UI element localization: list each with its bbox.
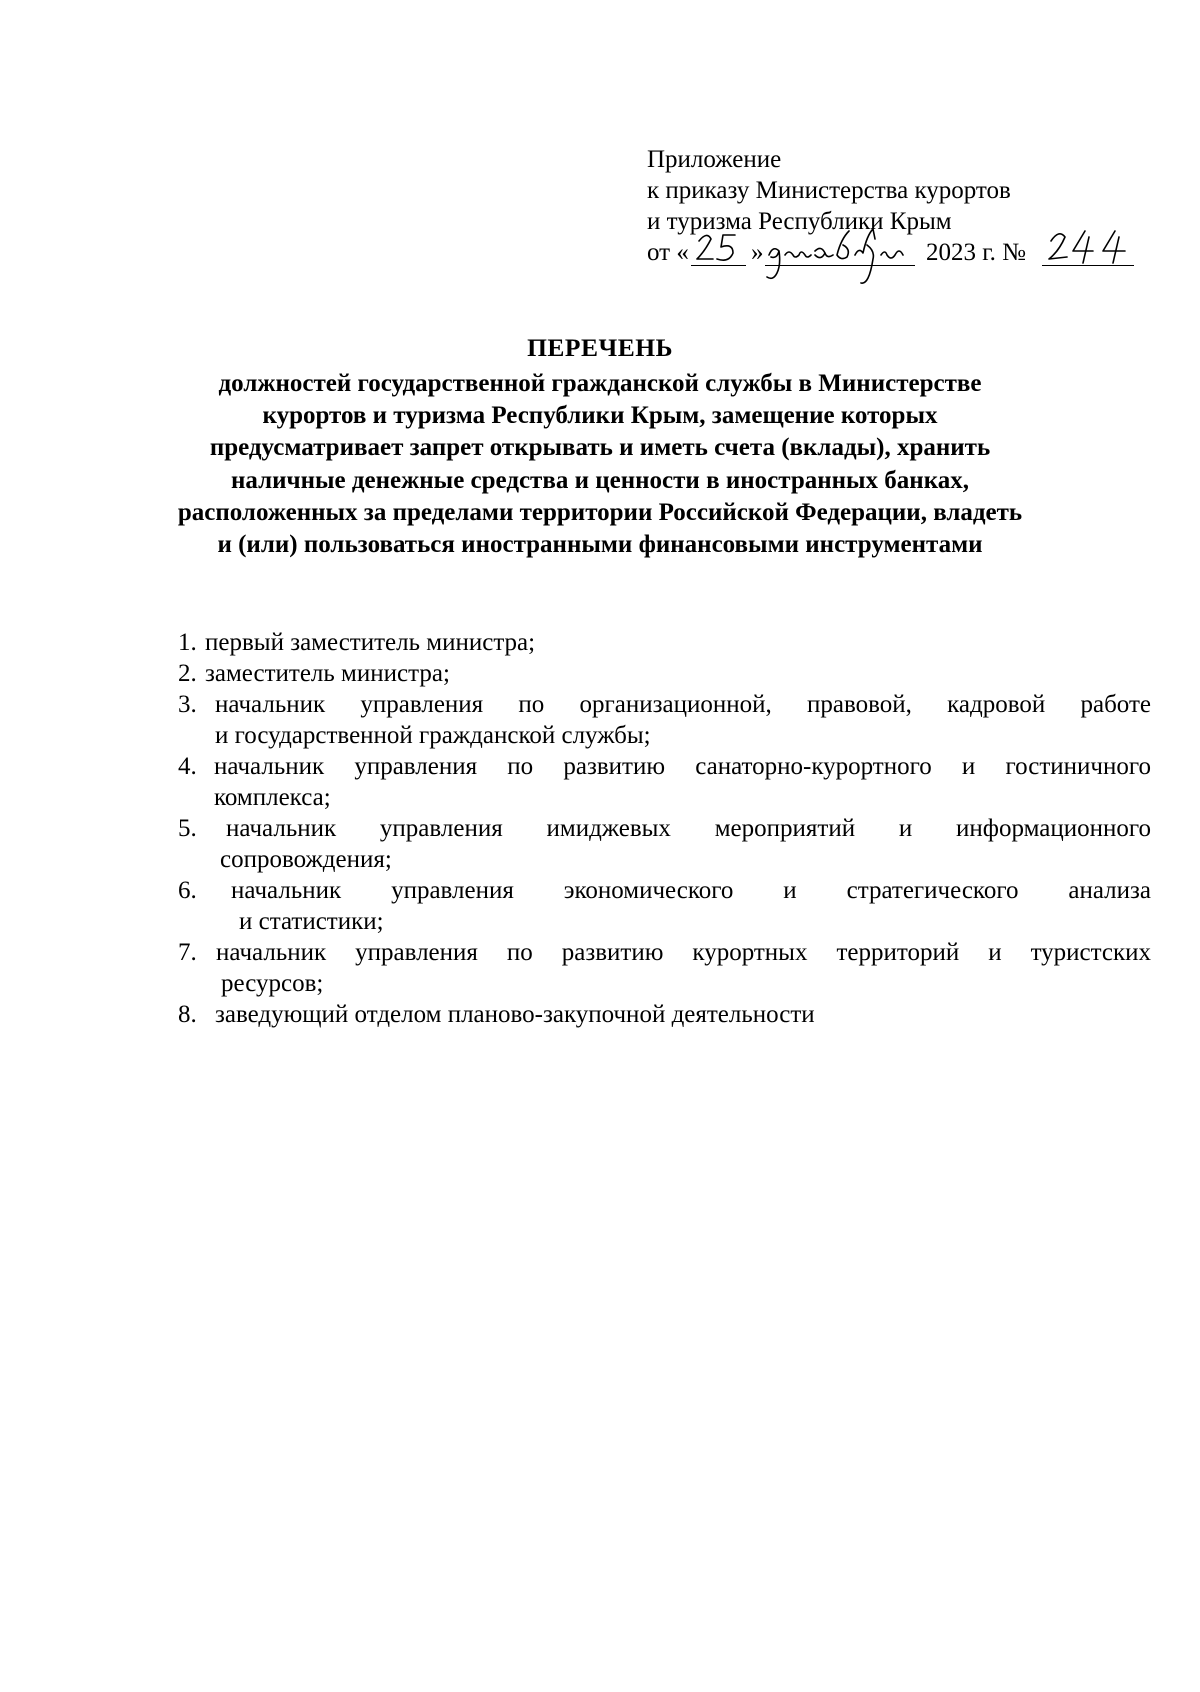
list-item-text: начальник управления экономического и стратегического анализа [231,877,1151,904]
list-item [178,627,1151,658]
list-item-number: 5. [178,815,197,842]
appendix-block [647,144,1027,268]
date-quote-close: » [751,239,764,266]
list-item-text: заместитель министра; [205,660,450,687]
list-item-number: 2. [178,660,197,687]
list-item-number: 8. [178,1001,197,1028]
handwritten-number-signature [1045,227,1137,269]
list-item [178,999,1151,1030]
list-item-number: 1. [178,629,197,656]
list-item-text: первый заместитель министра; [205,629,536,656]
list-item [178,937,1151,999]
order-date-line [647,237,1027,268]
list-item-number: 3. [178,691,197,718]
list-item [178,813,1151,875]
list-item-number: 6. [178,877,197,904]
date-prefix: от « [647,239,689,266]
subtitle-line-5: расположенных за пределами территории Российской Федерации, владеть [177,498,1023,526]
document-title: ПЕРЕЧЕНЬ [527,333,673,362]
appendix-order-ref: к приказу Министерства курортов [647,177,1011,204]
list-item-text: начальник управления по развитию курортных территорий и туристских [216,939,1151,966]
list-item-continuation: и статистики; [239,908,384,935]
list-item-continuation: ресурсов; [221,970,324,997]
list-item [178,689,1151,751]
list-item [178,875,1151,937]
list-item-text: начальник управления по развитию санаторно-курортного и гостиничного [214,753,1151,780]
document-subtitle [130,368,1070,561]
positions-list [178,627,1151,1030]
list-item [178,658,1151,689]
list-item-number: 7. [178,939,197,966]
appendix-ministry: и туризма Республики Крым [647,208,952,235]
list-item-text: начальник управления имиджевых мероприятий и информационного [226,815,1151,842]
handwritten-month-signature [763,225,921,287]
list-item-text: заведующий отделом планово-закупочной деятельности [215,1001,815,1028]
list-item-continuation: комплекса; [214,784,331,811]
date-year-number: 2023 г. № [926,239,1027,266]
list-item-continuation: и государственной гражданской службы; [215,722,651,749]
subtitle-line-4: наличные денежные средства и ценности в иностранных банках, [230,466,969,494]
subtitle-line-3: предусматривает запрет открывать и иметь счета (вклады), хранить [209,434,991,462]
subtitle-line-1: должностей государственной гражданской службы в Министерстве [218,370,982,397]
appendix-label: Приложение [647,146,782,173]
handwritten-day-signature [691,229,749,269]
list-item [178,751,1151,813]
subtitle-line-6: и (или) пользоваться иностранными финансовыми инструментами [217,531,983,559]
list-item-text: начальник управления по организационной, правовой, кадровой работе [215,691,1151,718]
list-item-number: 4. [178,753,197,780]
list-item-continuation: сопровождения; [220,846,392,873]
subtitle-line-2: курортов и туризма Республики Крым, замещение которых [262,402,938,430]
